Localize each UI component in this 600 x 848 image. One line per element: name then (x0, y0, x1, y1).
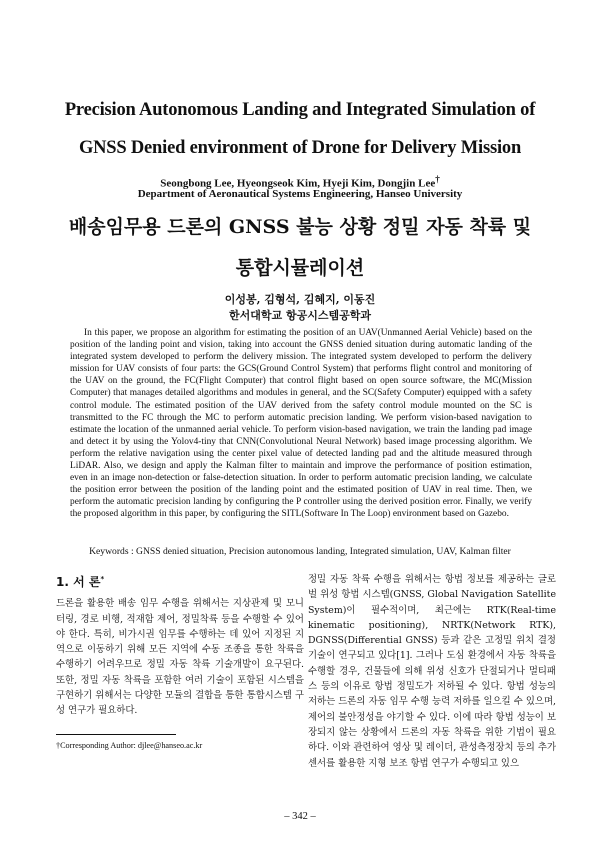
section-heading-text: 1. 서 론 (56, 575, 101, 589)
footnote: †Corresponding Author: djlee@hanseo.ac.kr (56, 741, 203, 750)
right-column (308, 572, 556, 771)
authors-english-names: Seongbong Lee, Hyeongseok Kim, Hyeji Kim, Dongjin Lee (160, 177, 436, 190)
abstract: In this paper, we propose an algorithm for estimating the position of an UAV(Unmanned Aerial Vehicle) based on the position of the landing point and vision, taking into account the GNSS denied situation during automatic landing of the integrated system developed to perform the delivery mission. The integrated system developed to perform the delivery mission for UAV consists of four parts: the GCS(Ground Control System) that performs flight control and monitoring of the UAV on the ground, the FC(Flight Computer) that control flight based on open source software, the MC(Mission Computer) that manages detailed algorithms and modules in general, and the SC(Safety Computer) equipped with a safety control module. The estimated position of the UAV derived from the safety control module mounted on the SC is transmitted to the FC through the MC to perform automatic precision landing. We perform vision-based navigation to estimate the location of the unmanned aerial vehicle. To perform vision-based navigation, we train the landing pad image and detect it by using the Yolov4-tiny that CNN(Convolutional Neural Network) based image processing algorithm. We perform the relative navigation using the center pixel value of detected landing pad and the altitude measured through LiDAR. Also, we design and apply the Kalman filter to maintain and improve the performance of position estimation, even in an image non-detection or false-detection situation. In order to perform automatic precision landing, we calculate the position error between the position of the landing point and the estimated position of UAV in real time. Then, we perform the automatic precision landing by configuring the P controller using the derived position error. Finally, we verify the proposed algorithm in this paper, by configuring the SITL(Software In The Loop) environment based on Gazebo. (70, 328, 532, 520)
section-heading-mark: * (100, 575, 105, 583)
footnote-divider (56, 734, 176, 735)
affiliation-english: Department of Aeronautical Systems Engineering, Hanseo University (137, 188, 463, 200)
section-heading (56, 572, 304, 590)
keywords-label: Keywords (89, 546, 129, 557)
intro-continuation-paragraph: 정밀 자동 착륙 수행을 위해서는 항법 정보를 제공하는 글로벌 위성 항법 시스템(GNSS, Global Navigation Satellite System)이 필수적이며, 최근에는 RTK(Real-time kinematic positioning), NRTK(Network RTK), DGNSS(Differential GNSS) 등과 같은 고정밀 위치 결정 기술이 연구되고 있다[1]. 그러나 도심 환경에서 자동 착륙을 수행할 경우, 건물들에 의해 위성 신호가 단절되거나 멀티패스 등의 이유로 항법 정밀도가 저하될 수 있다. 항법 성능의 저하는 드론의 자동 임무 수행 능력 저하를 일으킬 수 있으며, 제어의 불안정성을 야기할 수 있다. 이에 따라 항법 성능이 보장되지 않는 상황에서 드론의 자동 착륙을 위한 기법이 필요하다. 이와 관련하여 영상 및 레이더, 관성측정장치 등의 추가 센서를 활용한 지형 보조 항법 연구가 수행되고 있으 (308, 574, 556, 769)
affiliation-korean: 한서대학교 항공시스템공학과 (229, 309, 371, 322)
paper-title-korean-line-1: 배송임무용 드론의 GNSS 불능 상황 정밀 자동 착륙 및 (68, 216, 532, 238)
authors-korean: 이성봉, 김형석, 김혜지, 이동진 (224, 293, 376, 306)
keywords-line: Keywords : GNSS denied situation, Precision autonomous landing, Integrated simulation, UAV, Kalman filter (89, 546, 511, 557)
paper-title-line-1: Precision Autonomous Landing and Integrated Simulation of (64, 100, 536, 120)
corresponding-author-mark: † (435, 174, 440, 184)
paper-title-line-2: GNSS Denied environment of Drone for Delivery Mission (78, 138, 522, 158)
page-number: – 342 – (284, 811, 316, 822)
left-column (56, 572, 304, 719)
intro-paragraph: 드론을 활용한 배송 임무 수행을 위해서는 지상관제 및 모니터링, 경로 비행, 적재함 제어, 정밀착륙 등을 수행할 수 있어야 한다. 특히, 비가시권 임무를 수행하는 데 있어 지정된 지역으로 이동하기 위해 모든 지역에 수동 조종을 통한 착륙을 수행하기 어려우므로 정밀 자동 착륙 기술개발이 요구된다. 또한, 정밀 자동 착륙을 포함한 여러 기술이 포함된 시스템을 구현하기 위해서는 다양한 모듈의 결합을 통한 통합시스템 구성 연구가 필요하다. (56, 598, 304, 717)
paper-title-korean-line-2: 통합시뮬레이션 (235, 257, 365, 279)
keywords-list: GNSS denied situation, Precision autonomous landing, Integrated simulation, UAV, Kalman filter (136, 546, 511, 557)
